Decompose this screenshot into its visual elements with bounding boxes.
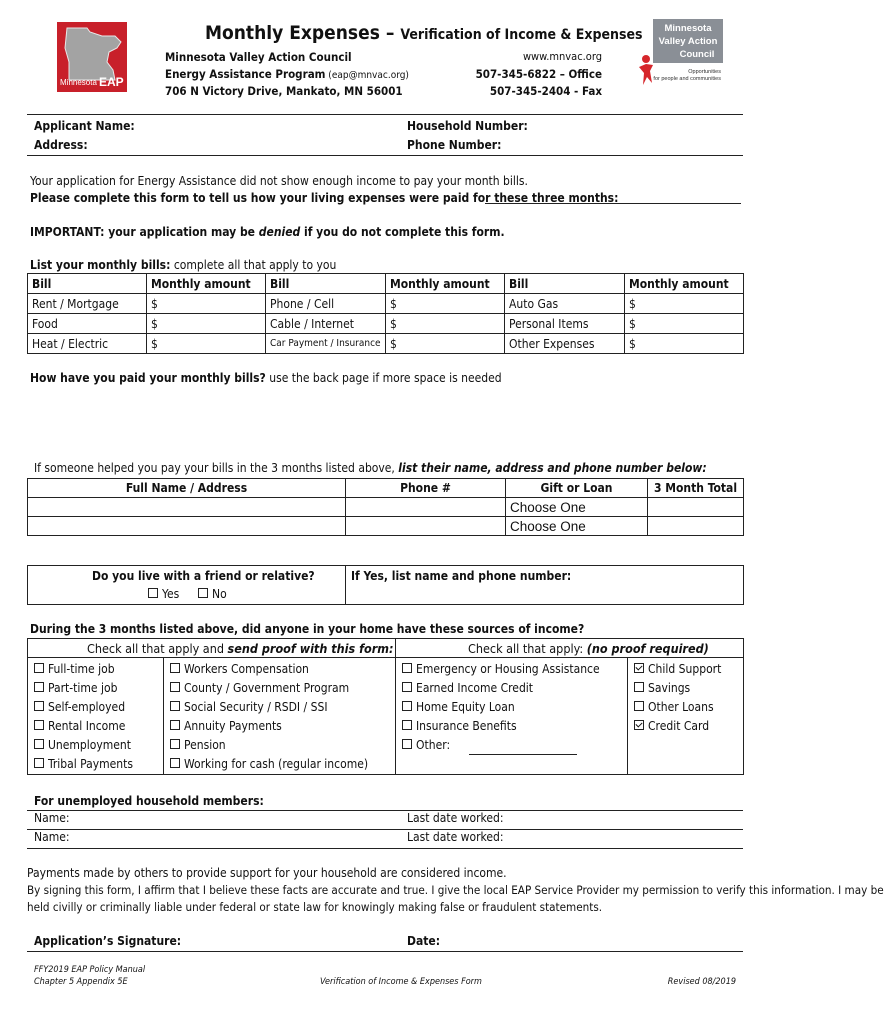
bills-col-bill-3: Bill bbox=[505, 274, 625, 294]
mvac-logo-line3: Council bbox=[679, 49, 715, 60]
footer-revised: Revised 08/2019 bbox=[667, 977, 736, 987]
income-option-label: Rental Income bbox=[48, 719, 126, 733]
income-option[interactable] bbox=[34, 662, 115, 676]
mvac-logo-line1: Minnesota bbox=[664, 23, 712, 34]
helpers-intro-text: If someone helped you pay your bills in the 3 months listed above, bbox=[34, 461, 399, 475]
bill-amount-field[interactable]: $ bbox=[386, 314, 505, 334]
bills-heading-note: complete all that apply to you bbox=[170, 258, 337, 272]
helpers-col-name: Full Name / Address bbox=[28, 479, 346, 498]
bill-name: Auto Gas bbox=[505, 294, 625, 314]
gift-or-loan-dropdown[interactable]: Choose One bbox=[506, 498, 648, 517]
household-number-label: Household Number: bbox=[407, 119, 528, 133]
bill-amount-field[interactable]: $ bbox=[625, 334, 744, 354]
income-checkbox[interactable] bbox=[34, 701, 44, 711]
org-name: Minnesota Valley Action Council bbox=[165, 50, 352, 64]
income-option-label: Self-employed bbox=[48, 700, 126, 714]
signature-label: Application’s Signature: bbox=[34, 934, 182, 948]
mvac-tagline2: for people and communities bbox=[653, 76, 721, 82]
unemployed-name-1: Name: bbox=[34, 811, 70, 825]
how-paid-answer-area[interactable] bbox=[30, 390, 742, 452]
bills-col-bill-1: Bill bbox=[28, 274, 147, 294]
bill-amount-field[interactable]: $ bbox=[625, 294, 744, 314]
eap-logo-left-text: Minnesota bbox=[60, 78, 97, 87]
income-header-divider bbox=[27, 657, 743, 658]
income-option[interactable] bbox=[34, 700, 125, 714]
helpers-intro bbox=[34, 461, 707, 475]
income-option-label: Credit Card bbox=[648, 719, 710, 733]
income-checkbox[interactable] bbox=[634, 720, 644, 730]
income-option[interactable] bbox=[634, 681, 690, 695]
helpers-col-total: 3 Month Total bbox=[648, 479, 744, 498]
affirm-line3: held civilly or criminally liable under federal or state law for knowingly making false or fraudulent statements. bbox=[27, 900, 603, 914]
no-proof-header-prefix: Check all that apply: bbox=[468, 641, 587, 656]
website: www.mnvac.org bbox=[522, 50, 602, 63]
yes-label: Yes bbox=[162, 587, 180, 601]
affirm-line1: Payments made by others to provide support for your household are considered income. bbox=[27, 866, 507, 880]
important-prefix: IMPORTANT: your application may be bbox=[30, 225, 259, 239]
income-checkbox[interactable] bbox=[170, 758, 180, 768]
income-option[interactable] bbox=[34, 738, 131, 752]
helpers-col-type: Gift or Loan bbox=[506, 479, 648, 498]
helpers-col-phone: Phone # bbox=[346, 479, 506, 498]
no-proof-header-emph: (no proof required) bbox=[586, 641, 709, 656]
applicant-divider bbox=[27, 155, 743, 156]
how-paid-question bbox=[30, 371, 502, 385]
intro-line2: Please complete this form to tell us how your living expenses were paid for these three months: bbox=[30, 191, 619, 205]
no-checkbox[interactable] bbox=[198, 588, 208, 598]
header-divider bbox=[27, 114, 743, 115]
income-option-label: Pension bbox=[184, 738, 226, 752]
helper-phone-field[interactable] bbox=[346, 498, 506, 517]
proof-header-prefix: Check all that apply and bbox=[87, 641, 228, 656]
bill-name: Phone / Cell bbox=[266, 294, 386, 314]
helpers-header-row bbox=[28, 479, 744, 498]
income-checkbox[interactable] bbox=[34, 720, 44, 730]
income-option-label: Tribal Payments bbox=[48, 757, 133, 771]
income-option[interactable] bbox=[170, 700, 328, 714]
bills-table bbox=[27, 273, 744, 354]
yes-checkbox[interactable] bbox=[148, 588, 158, 598]
footer-chapter: Chapter 5 Appendix 5E bbox=[34, 977, 128, 987]
income-option[interactable] bbox=[34, 681, 117, 695]
date-field[interactable] bbox=[440, 932, 720, 948]
mvac-logo bbox=[637, 19, 723, 91]
unemployed-name-2: Name: bbox=[34, 830, 70, 844]
no-proof-header bbox=[468, 641, 709, 656]
unemployed-divider-top bbox=[27, 810, 743, 811]
signature-field[interactable] bbox=[160, 932, 390, 948]
bills-col-amount-3: Monthly amount bbox=[625, 274, 744, 294]
page-title bbox=[205, 22, 643, 44]
income-option-label: Full-time job bbox=[48, 662, 115, 676]
live-no-option[interactable] bbox=[198, 587, 227, 601]
income-option-label: Child Support bbox=[648, 662, 722, 676]
bill-name: Food bbox=[28, 314, 147, 334]
bill-name: Rent / Mortgage bbox=[28, 294, 147, 314]
intro-line1: Your application for Energy Assistance did not show enough income to pay your month bills. bbox=[30, 174, 528, 188]
program-name: Energy Assistance Program bbox=[165, 67, 326, 81]
footer-form-name: Verification of Income & Expenses Form bbox=[320, 977, 482, 987]
income-divider-main bbox=[395, 638, 396, 774]
bill-amount-field[interactable]: $ bbox=[625, 314, 744, 334]
helper-name-field[interactable] bbox=[28, 517, 346, 536]
income-option-label: Savings bbox=[648, 681, 691, 695]
office-phone: 507-345-6822 – Office bbox=[475, 67, 602, 81]
helpers-row bbox=[28, 517, 744, 536]
helpers-table bbox=[27, 478, 744, 536]
income-checkbox[interactable] bbox=[634, 682, 644, 692]
living-divider bbox=[345, 565, 346, 604]
important-suffix: if you do not complete this form. bbox=[300, 225, 505, 239]
bill-name: Cable / Internet bbox=[266, 314, 386, 334]
income-checkbox[interactable] bbox=[34, 739, 44, 749]
proof-header-emph: send proof with this form: bbox=[227, 641, 394, 656]
unemployed-divider-bottom bbox=[27, 848, 743, 849]
income-option[interactable] bbox=[170, 681, 349, 695]
income-checkbox[interactable] bbox=[402, 663, 412, 673]
income-checkbox[interactable] bbox=[402, 720, 412, 730]
date-label: Date: bbox=[407, 934, 441, 948]
title-sub: Verification of Income & Expenses bbox=[400, 27, 643, 43]
affirm-line2: By signing this form, I affirm that I believe these facts are accurate and true. I give the local EAP Service Provider my permission to verify this information. I may be bbox=[27, 883, 884, 897]
bill-amount-field[interactable]: $ bbox=[386, 334, 505, 354]
applicant-name-label: Applicant Name: bbox=[34, 119, 135, 133]
income-checkbox[interactable] bbox=[402, 739, 412, 749]
unemployed-divider-mid bbox=[27, 829, 743, 830]
unemployed-heading: For unemployed household members: bbox=[34, 794, 264, 808]
income-checkbox[interactable] bbox=[402, 701, 412, 711]
bills-col-amount-1: Monthly amount bbox=[147, 274, 266, 294]
signature-line bbox=[27, 951, 743, 952]
address-label: Address: bbox=[34, 138, 88, 152]
income-option-label: Workers Compensation bbox=[184, 662, 309, 676]
income-option-label: Home Equity Loan bbox=[416, 700, 515, 714]
income-checkbox[interactable] bbox=[170, 720, 180, 730]
income-option-label: Working for cash (regular income) bbox=[184, 757, 369, 771]
income-option-label: Part-time job bbox=[48, 681, 118, 695]
helper-total-field[interactable] bbox=[648, 498, 744, 517]
bill-amount-field[interactable]: $ bbox=[147, 334, 266, 354]
bills-header-row bbox=[28, 274, 744, 294]
helper-name-field[interactable] bbox=[28, 498, 346, 517]
income-option[interactable] bbox=[402, 700, 515, 714]
eap-logo-right-text: EAP bbox=[99, 75, 124, 89]
other-income-line bbox=[469, 754, 577, 755]
income-option-label: Social Security / RSDI / SSI bbox=[184, 700, 328, 714]
helper-phone-field[interactable] bbox=[346, 517, 506, 536]
income-option-label: Other: bbox=[416, 738, 451, 752]
income-divider-left bbox=[163, 657, 164, 774]
minnesota-eap-logo bbox=[57, 22, 127, 92]
proof-required-header bbox=[87, 641, 393, 656]
how-paid-label: How have you paid your monthly bills? bbox=[30, 371, 266, 385]
income-checkbox[interactable] bbox=[34, 663, 44, 673]
income-option[interactable] bbox=[170, 757, 368, 771]
income-checkbox[interactable] bbox=[170, 739, 180, 749]
helpers-row bbox=[28, 498, 744, 517]
income-option[interactable] bbox=[170, 662, 309, 676]
income-option-label: Unemployment bbox=[48, 738, 131, 752]
bills-col-bill-2: Bill bbox=[266, 274, 386, 294]
program-email: (eap@mnvac.org) bbox=[325, 70, 409, 81]
income-checkbox[interactable] bbox=[402, 682, 412, 692]
bill-name: Car Payment / Insurance bbox=[266, 334, 386, 354]
income-option[interactable] bbox=[634, 662, 721, 676]
fax-number: 507-345-2404 - Fax bbox=[489, 84, 602, 98]
bills-heading bbox=[30, 258, 336, 272]
income-checkbox[interactable] bbox=[170, 663, 180, 673]
live-yes-option[interactable] bbox=[148, 587, 179, 601]
income-option[interactable] bbox=[634, 719, 709, 733]
important-denied: denied bbox=[258, 225, 301, 239]
important-notice bbox=[30, 225, 505, 239]
phone-number-label: Phone Number: bbox=[407, 138, 502, 152]
income-option[interactable] bbox=[170, 738, 226, 752]
income-checkbox[interactable] bbox=[34, 682, 44, 692]
program-line bbox=[165, 67, 409, 81]
no-label: No bbox=[212, 587, 227, 601]
income-option-label: Insurance Benefits bbox=[416, 719, 517, 733]
income-option[interactable] bbox=[170, 719, 282, 733]
income-option[interactable] bbox=[402, 681, 533, 695]
bill-amount-field[interactable]: $ bbox=[147, 294, 266, 314]
income-option-label: Emergency or Housing Assistance bbox=[416, 662, 600, 676]
bill-name: Heat / Electric bbox=[28, 334, 147, 354]
income-option[interactable] bbox=[34, 719, 125, 733]
helper-total-field[interactable] bbox=[648, 517, 744, 536]
live-with-question: Do you live with a friend or relative? bbox=[92, 569, 315, 583]
title-dash: – bbox=[379, 22, 401, 44]
income-option[interactable] bbox=[402, 662, 600, 676]
bill-amount-field[interactable]: $ bbox=[386, 294, 505, 314]
last-worked-1: Last date worked: bbox=[407, 811, 504, 825]
income-option[interactable] bbox=[402, 738, 450, 752]
months-line bbox=[485, 203, 741, 204]
bills-col-amount-2: Monthly amount bbox=[386, 274, 505, 294]
last-worked-2: Last date worked: bbox=[407, 830, 504, 844]
income-option-label: Other Loans bbox=[648, 700, 714, 714]
bill-name: Other Expenses bbox=[505, 334, 625, 354]
income-checkbox[interactable] bbox=[34, 758, 44, 768]
bills-heading-title: List your monthly bills: bbox=[30, 258, 171, 272]
helpers-intro-emph: list their name, address and phone number below: bbox=[398, 461, 707, 475]
income-option[interactable] bbox=[634, 700, 714, 714]
income-option-label: Earned Income Credit bbox=[416, 681, 534, 695]
bills-row bbox=[28, 334, 744, 354]
how-paid-note: use the back page if more space is needed bbox=[265, 371, 502, 385]
income-divider-right bbox=[627, 657, 628, 774]
bills-row bbox=[28, 314, 744, 334]
bill-amount-field[interactable]: $ bbox=[147, 314, 266, 334]
income-option-label: Annuity Payments bbox=[184, 719, 282, 733]
title-main: Monthly Expenses bbox=[205, 22, 380, 44]
mvac-tagline1: Opportunities bbox=[688, 69, 721, 75]
income-heading: During the 3 months listed above, did anyone in your home have these sources of income? bbox=[30, 622, 585, 636]
bills-row bbox=[28, 294, 744, 314]
income-checkbox[interactable] bbox=[634, 701, 644, 711]
footer-manual: FFY2019 EAP Policy Manual bbox=[34, 965, 146, 975]
income-option-label: County / Government Program bbox=[184, 681, 350, 695]
if-yes-label: If Yes, list name and phone number: bbox=[351, 569, 572, 583]
mvac-logo-line2: Valley Action bbox=[658, 36, 718, 47]
bill-name: Personal Items bbox=[505, 314, 625, 334]
income-option[interactable] bbox=[402, 719, 517, 733]
income-checkbox[interactable] bbox=[170, 701, 180, 711]
income-option[interactable] bbox=[34, 757, 133, 771]
org-address: 706 N Victory Drive, Mankato, MN 56001 bbox=[165, 84, 403, 98]
income-checkbox[interactable] bbox=[170, 682, 180, 692]
income-checkbox[interactable] bbox=[634, 663, 644, 673]
gift-or-loan-dropdown[interactable]: Choose One bbox=[506, 517, 648, 536]
